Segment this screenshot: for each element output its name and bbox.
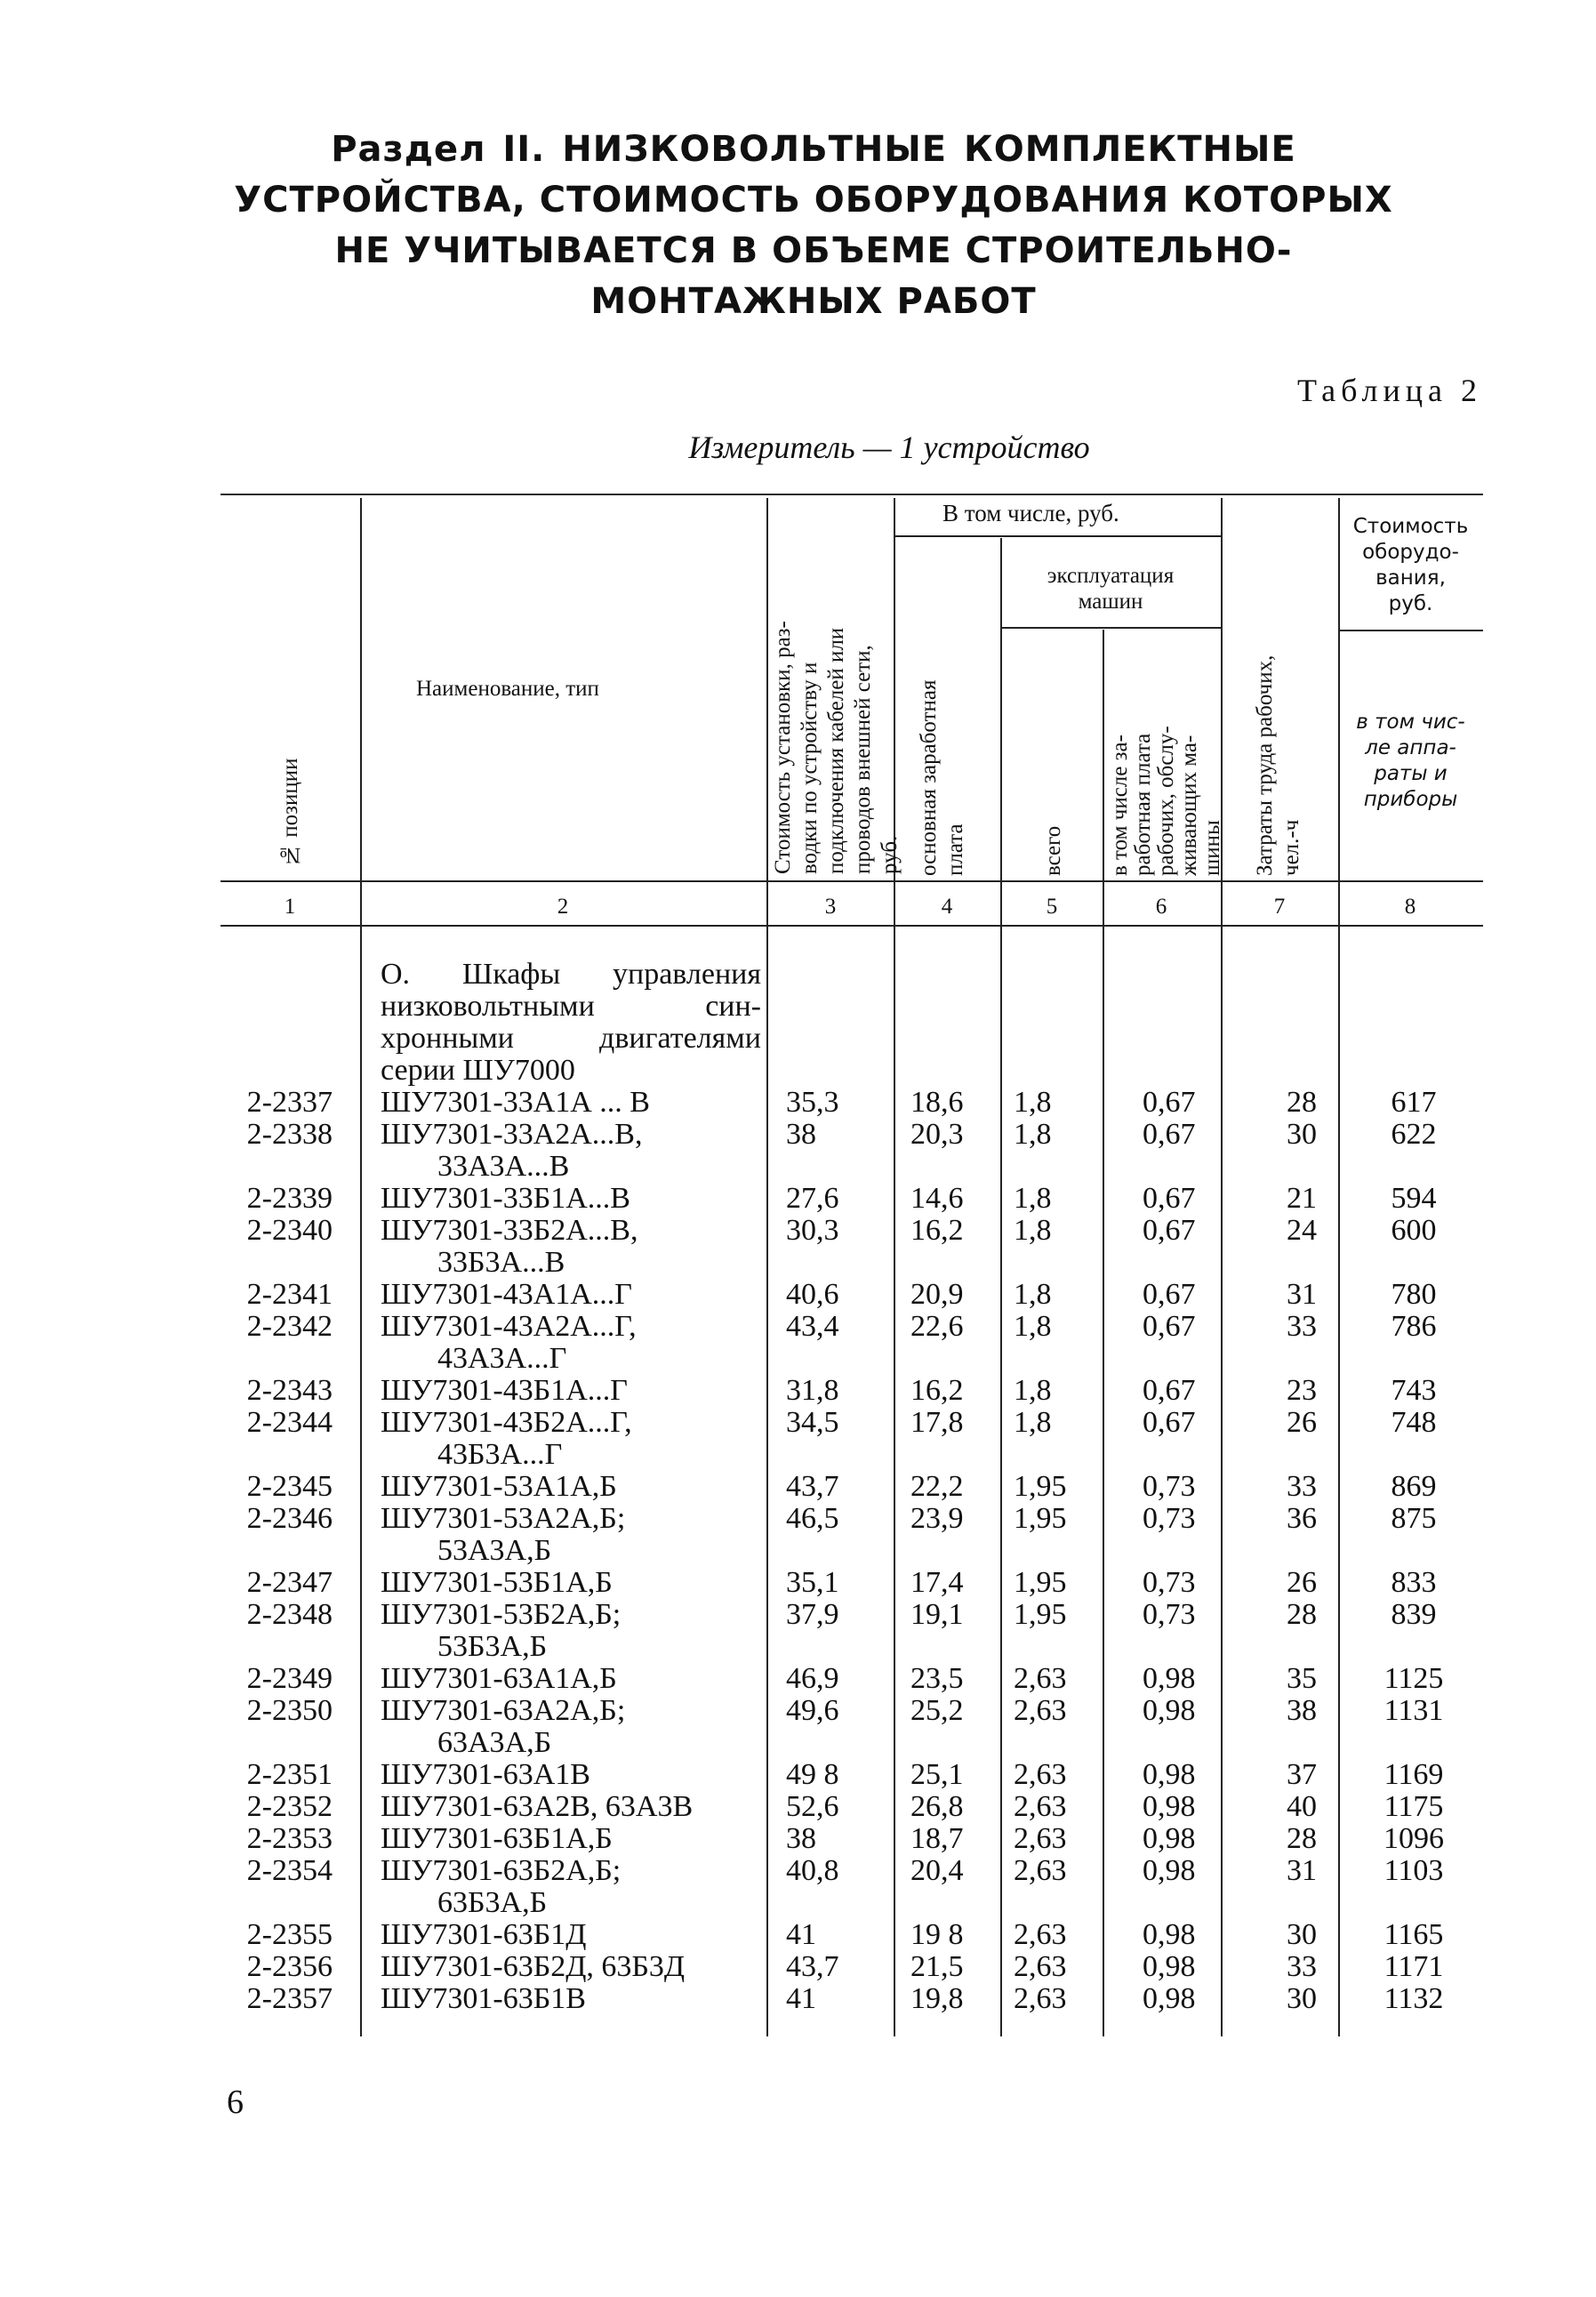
section-heading [222, 124, 1405, 327]
machines-total-cell: 1,95 [1014, 1566, 1067, 1599]
table-row-continuation [0, 1247, 1596, 1279]
header-col6-line-1: в том числе за- [1108, 735, 1132, 876]
heading-line-4: МОНТАЖНЫХ РАБОТ [590, 281, 1037, 322]
table-row-continuation [0, 1887, 1596, 1919]
position-cell: 2-2353 [246, 1822, 333, 1855]
position-cell: 2-2352 [246, 1790, 333, 1823]
base-salary-cell: 20,3 [910, 1118, 964, 1151]
install-cost-cell: 30,3 [786, 1214, 839, 1247]
header-group-line-1: эксплуатация [1047, 564, 1175, 588]
name-cell: ШУ7301-33Б1А...В [381, 1182, 630, 1215]
machine-salary-cell: 0,67 [1143, 1118, 1196, 1151]
position-cell: 2-2348 [246, 1598, 333, 1631]
section-line-2: низковольтными син- [381, 990, 761, 1023]
header-col3-line-1: Стоимость установки, раз- [771, 621, 795, 874]
machine-salary-cell: 0,67 [1143, 1182, 1196, 1215]
machines-total-cell: 1,8 [1014, 1182, 1052, 1215]
table-row-continuation [0, 1727, 1596, 1759]
position-cell: 2-2347 [246, 1566, 333, 1599]
section-line-1: О. Шкафы управления [381, 958, 761, 991]
table-row-continuation [0, 1631, 1596, 1663]
header-col3-line-4: проводов внешней сети, [851, 645, 875, 874]
name-cell: ШУ7301-63А1А,Б [381, 1662, 617, 1695]
header-col3-line-3: подключения кабелей или [824, 627, 848, 874]
base-salary-cell: 18,6 [910, 1086, 964, 1119]
table-row [0, 1791, 1596, 1823]
name-cell: ШУ7301-63Б1Д [381, 1918, 587, 1951]
position-cell: 2-2338 [246, 1118, 333, 1151]
header-col-position: № позиции [278, 758, 302, 867]
heading-line-3: НЕ УЧИТЫВАЕТСЯ В ОБЪЕМЕ СТРОИТЕЛЬНО- [334, 230, 1293, 271]
table-row-continuation [0, 1535, 1596, 1567]
base-salary-cell: 17,4 [910, 1566, 964, 1599]
header-col8-line-4: руб. [1388, 592, 1433, 615]
unit-label: Измеритель — 1 устройство [688, 430, 1090, 465]
base-salary-cell: 25,2 [910, 1694, 964, 1727]
header-col-name: Наименование, тип [416, 677, 599, 701]
table-row [0, 1695, 1596, 1727]
base-salary-cell: 16,2 [910, 1374, 964, 1407]
install-cost-cell: 40,8 [786, 1854, 839, 1887]
name-cell: ШУ7301-43Б2А...Г, [381, 1406, 632, 1439]
header-col-machine-salary [1109, 639, 1224, 876]
install-cost-cell: 40,6 [786, 1278, 839, 1311]
install-cost-cell: 41 [786, 1982, 816, 2015]
labor-cell: 33 [1287, 1950, 1317, 1983]
machines-total-cell: 2,63 [1014, 1822, 1067, 1855]
machines-total-cell: 1,8 [1014, 1086, 1052, 1119]
header-col8-line-3: вания, [1375, 566, 1446, 590]
header-col3-line-2: водки по устройству и [798, 662, 822, 874]
table-row [0, 1919, 1596, 1951]
machine-salary-cell: 0,67 [1143, 1406, 1196, 1439]
machine-salary-cell: 0,98 [1143, 1758, 1196, 1791]
equipment-cost-cell: 1175 [1383, 1790, 1444, 1823]
machine-salary-cell: 0,67 [1143, 1278, 1196, 1311]
machines-total-cell: 1,8 [1014, 1278, 1052, 1311]
labor-cell: 33 [1287, 1310, 1317, 1343]
name-cell: 63Б3А,Б [437, 1886, 548, 1919]
install-cost-cell: 46,9 [786, 1662, 839, 1695]
base-salary-cell: 26,8 [910, 1790, 964, 1823]
heading-line-1: Раздел II. НИЗКОВОЛЬТНЫЕ КОМПЛЕКТНЫЕ [331, 129, 1296, 170]
name-cell: ШУ7301-43А1А...Г [381, 1278, 632, 1311]
install-cost-cell: 49,6 [786, 1694, 839, 1727]
table-row [0, 1407, 1596, 1439]
header-col8-line-1: Стоимость [1352, 515, 1469, 538]
machines-total-cell: 1,95 [1014, 1502, 1067, 1535]
base-salary-cell: 18,7 [910, 1822, 964, 1855]
name-cell: ШУ7301-63А2А,Б; [381, 1694, 626, 1727]
header-col7-line-2: чел.-ч [1279, 819, 1303, 876]
col-number-7: 7 [1273, 895, 1286, 919]
equipment-cost-cell: 600 [1391, 1214, 1437, 1247]
machine-salary-cell: 0,67 [1143, 1374, 1196, 1407]
equipment-cost-cell: 780 [1391, 1278, 1437, 1311]
group-rule-stoimost [1338, 630, 1483, 631]
group-rule-ekspluataciya [1000, 627, 1221, 629]
header-col-base-salary [916, 569, 969, 876]
machine-salary-cell: 0,73 [1143, 1470, 1196, 1503]
base-salary-cell: 23,5 [910, 1662, 964, 1695]
install-cost-cell: 38 [786, 1118, 816, 1151]
name-cell: ШУ7301-53А2А,Б; [381, 1502, 626, 1535]
table-row [0, 1471, 1596, 1503]
machines-total-cell: 2,63 [1014, 1918, 1067, 1951]
header-col6-line-2: работная плата [1131, 733, 1155, 876]
machine-salary-cell: 0,98 [1143, 1854, 1196, 1887]
base-salary-cell: 16,2 [910, 1214, 964, 1247]
position-cell: 2-2343 [246, 1374, 333, 1407]
install-cost-cell: 43,7 [786, 1470, 839, 1503]
table-row [0, 1183, 1596, 1215]
machines-total-cell: 2,63 [1014, 1950, 1067, 1983]
table-row-continuation [0, 1151, 1596, 1183]
name-cell: ШУ7301-63Б2А,Б; [381, 1854, 622, 1887]
labor-cell: 35 [1287, 1662, 1317, 1695]
position-cell: 2-2346 [246, 1502, 333, 1535]
header-col3-line-5: руб. [878, 835, 902, 874]
header-col4-line-1: основная заработная [917, 679, 941, 876]
section-title [381, 959, 761, 1087]
install-cost-cell: 43,4 [786, 1310, 839, 1343]
equipment-cost-cell: 786 [1391, 1310, 1437, 1343]
header-group-line-2: машин [1078, 590, 1143, 614]
name-cell: ШУ7301-53Б2А,Б; [381, 1598, 622, 1631]
table-row-continuation [0, 1343, 1596, 1375]
table-row-continuation [0, 1439, 1596, 1471]
table-row [0, 1279, 1596, 1311]
header-group-v-tom-chisle: В том числе, руб. [942, 500, 1119, 526]
table-row [0, 1983, 1596, 2015]
position-cell: 2-2344 [246, 1406, 333, 1439]
install-cost-cell: 52,6 [786, 1790, 839, 1823]
table-label: Таблица 2 [1297, 373, 1482, 408]
equipment-cost-cell: 1132 [1383, 1982, 1444, 2015]
machines-total-cell: 2,63 [1014, 1982, 1067, 2015]
col-number-5: 5 [1046, 895, 1058, 919]
name-cell: ШУ7301-63А2В, 63А3В [381, 1790, 694, 1823]
position-cell: 2-2350 [246, 1694, 333, 1727]
labor-cell: 24 [1287, 1214, 1317, 1247]
position-cell: 2-2357 [246, 1982, 333, 2015]
base-salary-cell: 21,5 [910, 1950, 964, 1983]
equipment-cost-cell: 1103 [1383, 1854, 1444, 1887]
equipment-cost-cell: 1131 [1383, 1694, 1444, 1727]
name-cell: 33А3А...В [437, 1150, 570, 1183]
base-salary-cell: 22,6 [910, 1310, 964, 1343]
machines-total-cell: 1,8 [1014, 1374, 1052, 1407]
table-row [0, 1663, 1596, 1695]
labor-cell: 37 [1287, 1758, 1317, 1791]
position-cell: 2-2356 [246, 1950, 333, 1983]
labor-cell: 40 [1287, 1790, 1317, 1823]
table-row [0, 1215, 1596, 1247]
name-cell: 53А3А,Б [437, 1534, 552, 1567]
table-row [0, 1311, 1596, 1343]
name-cell: ШУ7301-63Б1А,Б [381, 1822, 613, 1855]
machines-total-cell: 1,8 [1014, 1310, 1052, 1343]
install-cost-cell: 31,8 [786, 1374, 839, 1407]
base-salary-cell: 19,8 [910, 1982, 964, 2015]
equipment-cost-cell: 617 [1391, 1086, 1437, 1119]
machine-salary-cell: 0,98 [1143, 1918, 1196, 1951]
machine-salary-cell: 0,98 [1143, 1662, 1196, 1695]
equipment-cost-cell: 839 [1391, 1598, 1437, 1631]
header-col-install-cost [770, 505, 903, 874]
name-cell: ШУ7301-43А2А...Г, [381, 1310, 637, 1343]
labor-cell: 31 [1287, 1278, 1317, 1311]
table-row [0, 1087, 1596, 1119]
header-col8-line-2: оборудо- [1362, 541, 1459, 564]
labor-cell: 23 [1287, 1374, 1317, 1407]
machines-total-cell: 1,95 [1014, 1598, 1067, 1631]
header-col6-line-3: рабочих, обслу- [1154, 726, 1178, 876]
labor-cell: 30 [1287, 1118, 1317, 1151]
table-top-rule [221, 494, 1483, 495]
equipment-cost-cell: 869 [1391, 1470, 1437, 1503]
name-cell: 53Б3А,Б [437, 1630, 548, 1663]
name-cell: ШУ7301-63Б2Д, 63Б3Д [381, 1950, 686, 1983]
group-rule-v-tom-chisle [894, 535, 1221, 537]
labor-cell: 33 [1287, 1470, 1317, 1503]
name-cell: ШУ7301-33А2А...В, [381, 1118, 643, 1151]
machines-total-cell: 2,63 [1014, 1854, 1067, 1887]
header-col6-line-5: шины [1200, 820, 1224, 876]
machines-total-cell: 2,63 [1014, 1758, 1067, 1791]
page-number: 6 [227, 2084, 244, 2121]
name-cell: ШУ7301-33Б2А...В, [381, 1214, 638, 1247]
base-salary-cell: 19,1 [910, 1598, 964, 1631]
labor-cell: 28 [1287, 1086, 1317, 1119]
header-col6-line-4: живающих ма- [1177, 735, 1201, 876]
machines-total-cell: 2,63 [1014, 1790, 1067, 1823]
position-cell: 2-2342 [246, 1310, 333, 1343]
machine-salary-cell: 0,73 [1143, 1502, 1196, 1535]
equipment-cost-cell: 833 [1391, 1566, 1437, 1599]
install-cost-cell: 27,6 [786, 1182, 839, 1215]
header-col8sub-line-1: в том чис- [1356, 711, 1465, 734]
labor-cell: 21 [1287, 1182, 1317, 1215]
labor-cell: 38 [1287, 1694, 1317, 1727]
machine-salary-cell: 0,98 [1143, 1950, 1196, 1983]
header-col8sub-line-3: раты и [1374, 762, 1448, 785]
table-row [0, 1503, 1596, 1535]
header-col8sub-line-4: приборы [1363, 788, 1458, 811]
table-row [0, 1567, 1596, 1599]
position-cell: 2-2341 [246, 1278, 333, 1311]
table-row [0, 1759, 1596, 1791]
equipment-cost-cell: 594 [1391, 1182, 1437, 1215]
col-number-1: 1 [284, 895, 296, 919]
machine-salary-cell: 0,98 [1143, 1822, 1196, 1855]
name-cell: ШУ7301-43Б1А...Г [381, 1374, 628, 1407]
col-number-8: 8 [1404, 895, 1416, 919]
install-cost-cell: 38 [786, 1822, 816, 1855]
install-cost-cell: 46,5 [786, 1502, 839, 1535]
equipment-cost-cell: 1169 [1383, 1758, 1444, 1791]
position-cell: 2-2355 [246, 1918, 333, 1951]
col-number-2: 2 [557, 895, 569, 919]
name-cell: 43А3А...Г [437, 1342, 567, 1375]
header-col-machines-total: всего [1041, 825, 1065, 876]
equipment-cost-cell: 1096 [1383, 1822, 1444, 1855]
labor-cell: 26 [1287, 1406, 1317, 1439]
machine-salary-cell: 0,67 [1143, 1310, 1196, 1343]
name-cell: ШУ7301-63А1В [381, 1758, 590, 1791]
equipment-cost-cell: 1171 [1383, 1950, 1444, 1983]
name-cell: 63А3А,Б [437, 1726, 552, 1759]
install-cost-cell: 34,5 [786, 1406, 839, 1439]
header-bottom-rule [221, 880, 1483, 882]
base-salary-cell: 20,9 [910, 1278, 964, 1311]
header-col7-line-1: Затраты труда рабочих, [1253, 655, 1277, 876]
labor-cell: 36 [1287, 1502, 1317, 1535]
name-cell: ШУ7301-33А1А ... В [381, 1086, 650, 1119]
machines-total-cell: 1,8 [1014, 1118, 1052, 1151]
position-cell: 2-2349 [246, 1662, 333, 1695]
machine-salary-cell: 0,73 [1143, 1566, 1196, 1599]
position-cell: 2-2337 [246, 1086, 333, 1119]
equipment-cost-cell: 875 [1391, 1502, 1437, 1535]
table-row [0, 1375, 1596, 1407]
table-row [0, 1823, 1596, 1855]
labor-cell: 31 [1287, 1854, 1317, 1887]
install-cost-cell: 49 8 [786, 1758, 839, 1791]
labor-cell: 28 [1287, 1598, 1317, 1631]
install-cost-cell: 43,7 [786, 1950, 839, 1983]
install-cost-cell: 35,3 [786, 1086, 839, 1119]
install-cost-cell: 37,9 [786, 1598, 839, 1631]
col-number-6: 6 [1155, 895, 1167, 919]
position-cell: 2-2345 [246, 1470, 333, 1503]
position-cell: 2-2351 [246, 1758, 333, 1791]
labor-cell: 26 [1287, 1566, 1317, 1599]
machine-salary-cell: 0,98 [1143, 1982, 1196, 2015]
base-salary-cell: 19 8 [910, 1918, 964, 1951]
col-number-4: 4 [941, 895, 953, 919]
header-col-labor [1252, 551, 1305, 876]
col-number-3: 3 [824, 895, 837, 919]
header-col-apparatus [1338, 710, 1483, 813]
header-group-ekspluataciya [1000, 563, 1221, 614]
table-row [0, 1599, 1596, 1631]
position-cell: 2-2354 [246, 1854, 333, 1887]
labor-cell: 30 [1287, 1918, 1317, 1951]
name-cell: ШУ7301-53Б1А,Б [381, 1566, 613, 1599]
machines-total-cell: 2,63 [1014, 1662, 1067, 1695]
header-col4-line-2: плата [943, 823, 967, 876]
header-col8sub-line-2: ле аппа- [1365, 736, 1456, 759]
table-row [0, 1855, 1596, 1887]
machines-total-cell: 1,8 [1014, 1214, 1052, 1247]
base-salary-cell: 14,6 [910, 1182, 964, 1215]
install-cost-cell: 41 [786, 1918, 816, 1951]
base-salary-cell: 22,2 [910, 1470, 964, 1503]
machines-total-cell: 2,63 [1014, 1694, 1067, 1727]
name-cell: ШУ7301-63Б1В [381, 1982, 586, 2015]
name-cell: 33Б3А...В [437, 1246, 565, 1279]
equipment-cost-cell: 622 [1391, 1118, 1437, 1151]
equipment-cost-cell: 1125 [1383, 1662, 1444, 1695]
labor-cell: 28 [1287, 1822, 1317, 1855]
header-col-equipment-cost [1338, 514, 1483, 617]
machines-total-cell: 1,95 [1014, 1470, 1067, 1503]
name-cell: 43Б3А...Г [437, 1438, 563, 1471]
heading-line-2: УСТРОЙСТВА, СТОИМОСТЬ ОБОРУДОВАНИЯ КОТОРЫХ [234, 180, 1393, 221]
equipment-cost-cell: 1165 [1383, 1918, 1444, 1951]
base-salary-cell: 23,9 [910, 1502, 964, 1535]
base-salary-cell: 25,1 [910, 1758, 964, 1791]
section-line-3: хронными двигателями [381, 1022, 761, 1055]
machine-salary-cell: 0,98 [1143, 1694, 1196, 1727]
machine-salary-cell: 0,73 [1143, 1598, 1196, 1631]
machine-salary-cell: 0,67 [1143, 1086, 1196, 1119]
position-cell: 2-2339 [246, 1182, 333, 1215]
install-cost-cell: 35,1 [786, 1566, 839, 1599]
machine-salary-cell: 0,98 [1143, 1790, 1196, 1823]
equipment-cost-cell: 748 [1391, 1406, 1437, 1439]
base-salary-cell: 20,4 [910, 1854, 964, 1887]
position-cell: 2-2340 [246, 1214, 333, 1247]
base-salary-cell: 17,8 [910, 1406, 964, 1439]
name-cell: ШУ7301-53А1А,Б [381, 1470, 617, 1503]
machine-salary-cell: 0,67 [1143, 1214, 1196, 1247]
section-line-4: серии ШУ7000 [381, 1054, 575, 1087]
table-row [0, 1951, 1596, 1983]
machines-total-cell: 1,8 [1014, 1406, 1052, 1439]
table-row [0, 1119, 1596, 1151]
equipment-cost-cell: 743 [1391, 1374, 1437, 1407]
numbers-bottom-rule [221, 925, 1483, 927]
labor-cell: 30 [1287, 1982, 1317, 2015]
